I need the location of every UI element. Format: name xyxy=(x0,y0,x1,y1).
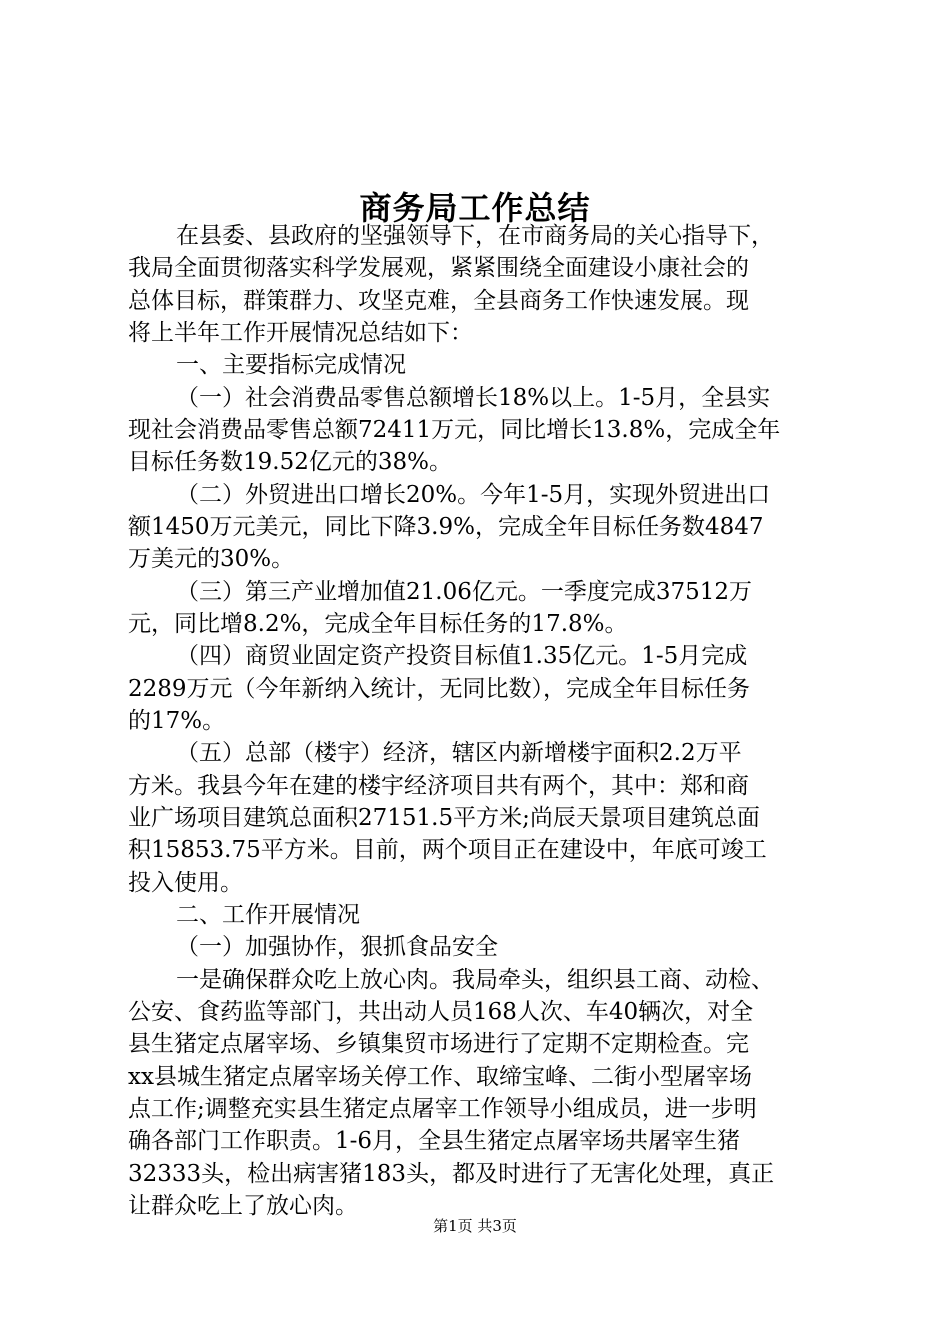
paragraph-line: 的17%。 xyxy=(128,708,226,734)
page-number: 第1页 共3页 xyxy=(433,1217,517,1235)
paragraph-line: 2289万元（今年新纳入统计，无同比数），完成全年目标任务 xyxy=(128,676,751,702)
paragraph-line: 积15853.75平方米。目前，两个项目正在建设中，年底可竣工 xyxy=(128,837,767,863)
paragraph-line: 让群众吃上了放心肉。 xyxy=(128,1193,358,1219)
paragraph-line: 一是确保群众吃上放心肉。我局牵头，组织县工商、动检、 xyxy=(176,967,774,993)
paragraph-line: 县生猪定点屠宰场、乡镇集贸市场进行了定期不定期检查。完 xyxy=(128,1031,749,1057)
paragraph-line: 一、主要指标完成情况 xyxy=(176,352,406,378)
paragraph-line: 将上半年工作开展情况总结如下： xyxy=(128,320,473,346)
paragraph-line: 点工作;调整充实县生猪定点屠宰工作领导小组成员，进一步明 xyxy=(128,1096,757,1122)
paragraph-line: 万美元的30%。 xyxy=(128,546,295,572)
paragraph-line: 现社会消费品零售总额72411万元，同比增长13.8%，完成全年 xyxy=(128,417,781,443)
paragraph-line: （四）商贸业固定资产投资目标值1.35亿元。1-5月完成 xyxy=(176,643,748,669)
paragraph-line: （一）社会消费品零售总额增长18%以上。1-5月，全县实 xyxy=(176,385,771,411)
paragraph-line: （二）外贸进出口增长20%。今年1-5月，实现外贸进出口 xyxy=(176,482,771,508)
document-title: 商务局工作总结 xyxy=(359,189,591,227)
paragraph-line: 目标任务数19.52亿元的38%。 xyxy=(128,449,452,475)
paragraph-line: 额1450万元美元，同比下降3.9%，完成全年目标任务数4847 xyxy=(128,514,764,540)
paragraph-line: 总体目标，群策群力、攻坚克难，全县商务工作快速发展。现 xyxy=(128,288,749,314)
paragraph-line: 32333头，检出病害猪183头，都及时进行了无害化处理，真正 xyxy=(128,1161,775,1187)
paragraph-line: （五）总部（楼宇）经济，辖区内新增楼宇面积2.2万平 xyxy=(176,740,742,766)
paragraph-line: 公安、食药监等部门，共出动人员168人次、车40辆次，对全 xyxy=(128,999,754,1025)
paragraph-line: 投入使用。 xyxy=(128,870,243,896)
paragraph-line: 业广场项目建筑总面积27151.5平方米;尚辰天景项目建筑总面 xyxy=(128,805,760,831)
paragraph-line: 我局全面贯彻落实科学发展观，紧紧围绕全面建设小康社会的 xyxy=(128,255,749,281)
paragraph-line: 确各部门工作职责。1-6月，全县生猪定点屠宰场共屠宰生猪 xyxy=(128,1128,741,1154)
paragraph-line: （一）加强协作，狠抓食品安全 xyxy=(176,934,498,960)
paragraph-line: （三）第三产业增加值21.06亿元。一季度完成37512万 xyxy=(176,579,753,605)
paragraph-line: 二、工作开展情况 xyxy=(176,902,360,928)
paragraph-line: 方米。我县今年在建的楼宇经济项目共有两个，其中：郑和商 xyxy=(128,773,749,799)
paragraph-line: xx县城生猪定点屠宰场关停工作、取缔宝峰、二街小型屠宰场 xyxy=(128,1064,752,1090)
paragraph-line: 在县委、县政府的坚强领导下，在市商务局的关心指导下， xyxy=(176,223,774,249)
paragraph-line: 元，同比增8.2%，完成全年目标任务的17.8%。 xyxy=(128,611,628,637)
